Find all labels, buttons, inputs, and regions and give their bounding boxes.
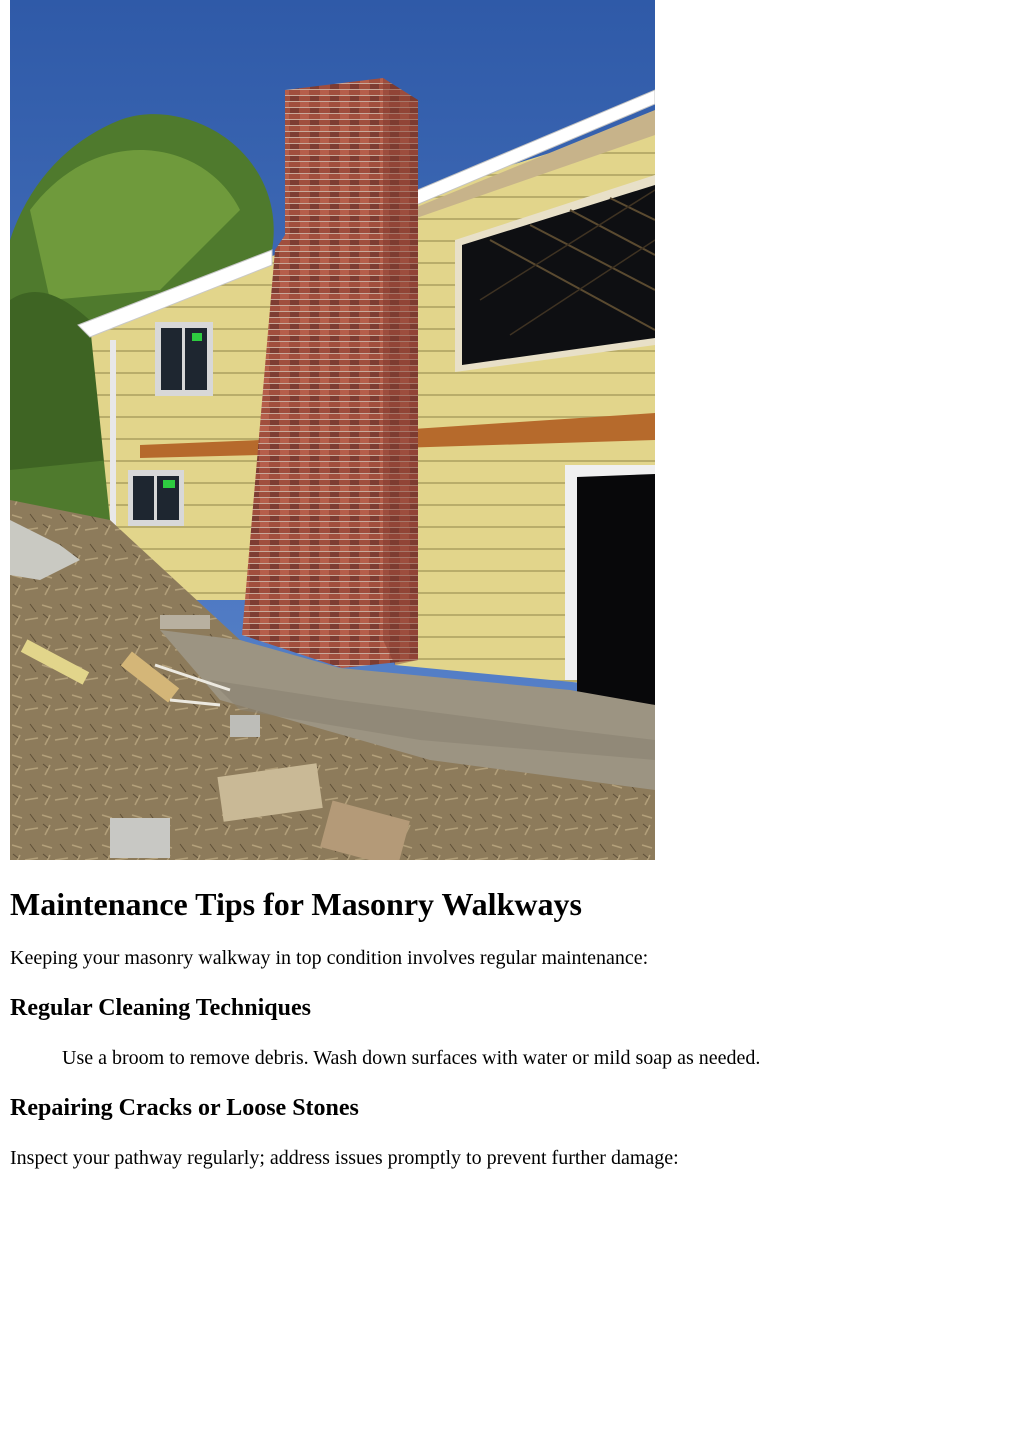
article-content: [10, 860, 1014, 1170]
intro-paragraph: Keeping your masonry walkway in top condition involves regular maintenance:: [10, 947, 649, 969]
section-heading-repairing: Repairing Cracks or Loose Stones: [10, 1095, 359, 1121]
article-title: Maintenance Tips for Masonry Walkways: [10, 886, 582, 922]
repair-tip-text: Inspect your pathway regularly; address issues promptly to prevent further damage:: [10, 1147, 679, 1169]
cleaning-tip-text: Use a broom to remove debris. Wash down surfaces with water or mild soap as needed.: [62, 1047, 761, 1069]
hero-photo: [10, 0, 655, 860]
section-heading-cleaning: Regular Cleaning Techniques: [10, 995, 311, 1021]
